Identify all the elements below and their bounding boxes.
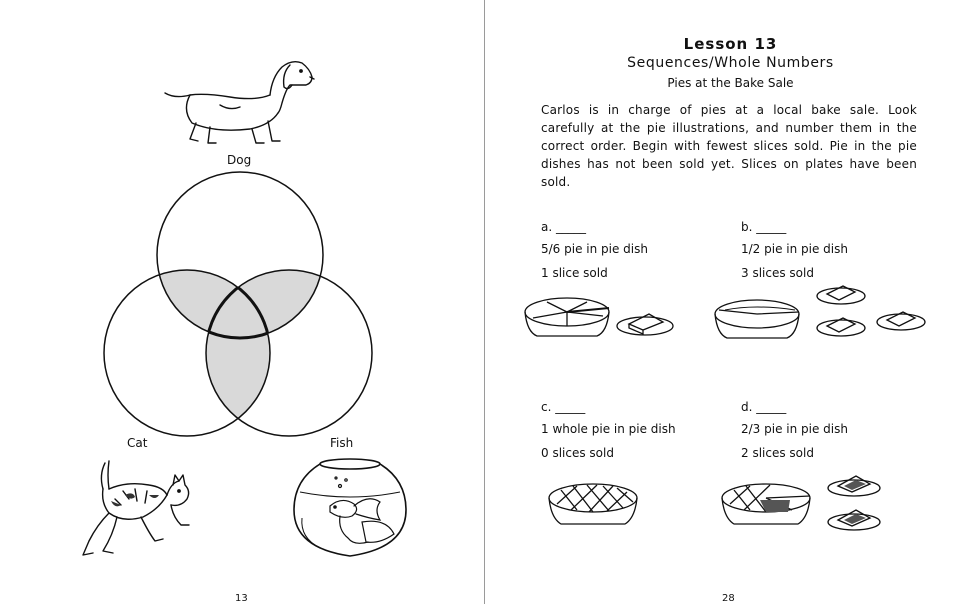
pie-a-illustration: [525, 290, 675, 350]
cat-caption: Cat: [127, 436, 148, 450]
lesson-subtitle: Sequences/Whole Numbers: [627, 55, 834, 71]
problem-b-line1: 1/2 pie in pie dish: [741, 242, 848, 256]
pie-c-illustration: [547, 480, 642, 532]
right-page: [485, 0, 960, 604]
problem-d-line2: 2 slices sold: [741, 446, 814, 460]
problem-c-line1: 1 whole pie in pie dish: [541, 422, 676, 436]
instructions-paragraph: Carlos is in charge of pies at a local bake sale. Look carefully at the pie illustrations, and number them in the correct order. Begin with fewest slices sold. Pie in the pie dishes has not been sold yet. Slices on plates have been sold.: [541, 103, 917, 189]
problem-a-label: a. _____: [541, 220, 586, 234]
problem-a-line1: 5/6 pie in pie dish: [541, 242, 648, 256]
lesson-topic: Pies at the Bake Sale: [667, 76, 794, 90]
problem-a-line2: 1 slice sold: [541, 266, 608, 280]
problem-b-line2: 3 slices sold: [741, 266, 814, 280]
problem-d-line1: 2/3 pie in pie dish: [741, 422, 848, 436]
dog-caption: Dog: [227, 153, 252, 167]
problem-c-line2: 0 slices sold: [541, 446, 614, 460]
problem-c-label: c. _____: [541, 400, 586, 414]
page-number-right: 28: [722, 593, 735, 604]
problem-b-label: b. _____: [741, 220, 787, 234]
pie-d-illustration: [720, 468, 895, 534]
lesson-title: Lesson 13: [683, 35, 778, 53]
cat-icon: [75, 455, 195, 560]
fishbowl-icon: [290, 458, 410, 560]
pie-b-illustration: [715, 280, 930, 350]
problem-d-label: d. _____: [741, 400, 787, 414]
page-number-left: 13: [235, 593, 248, 604]
fish-caption: Fish: [330, 436, 354, 450]
